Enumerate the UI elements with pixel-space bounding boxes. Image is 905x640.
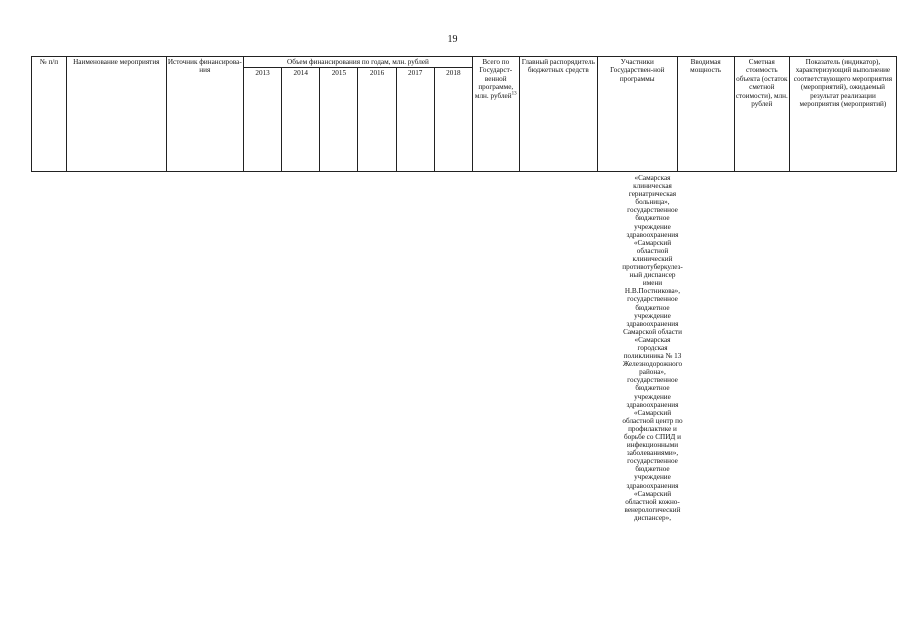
header-total-footnote: 13 [511,91,517,97]
header-name: Наименование мероприятия [66,57,166,172]
header-participants: Участники Государствен-ной программы [598,57,678,172]
header-source: Источник финансирова-ния [166,57,243,172]
header-total-label: Всего по Государст-венной программе, млн. рублей [474,58,514,100]
header-num: № п/п [32,57,67,172]
header-year-2013: 2013 [243,68,281,172]
header-year-2018: 2018 [434,68,472,172]
header-year-2016: 2016 [358,68,396,172]
participants-list: «Самарская клиническая гериатрическая больница», государственное бюджетное учреждение здравоохранения «Самарский областной клинический противотуберкулез- ный диспансер имени Н.В.Постникова», государственное бюджетное учреждение здравоохранения Самарской области «Самарская городская поликлиника № 13 Железнодорожного района», государственное бюджетное учреждение здравоохранения «Самарский областной центр по профилактике и борьбе со СПИД и инфекционными заболеваниями», государственное бюджетное учреждение здравоохранения «Самарский областной кожно- венерологический диспансер», [622,174,683,522]
header-cost: Сметная стоимость объекта (остаток сметной стоимости), млн. рублей [734,57,789,172]
header-admin: Главный распорядитель бюджетных средств [519,57,597,172]
header-funding: Объем финансирования по годам, млн. рублей [243,57,472,68]
header-year-2014: 2014 [282,68,320,172]
header-year-2017: 2017 [396,68,434,172]
header-indicator: Показатель (индикатор), характеризующий выполнение соответствующего мероприятия (мероприятий), ожидаемый результат реализации мероприятия (мероприятий) [789,57,896,172]
header-capacity: Вводимая мощность [677,57,734,172]
header-year-2015: 2015 [320,68,358,172]
page-number: 19 [447,34,458,45]
program-table [31,56,897,172]
header-total [472,57,519,172]
